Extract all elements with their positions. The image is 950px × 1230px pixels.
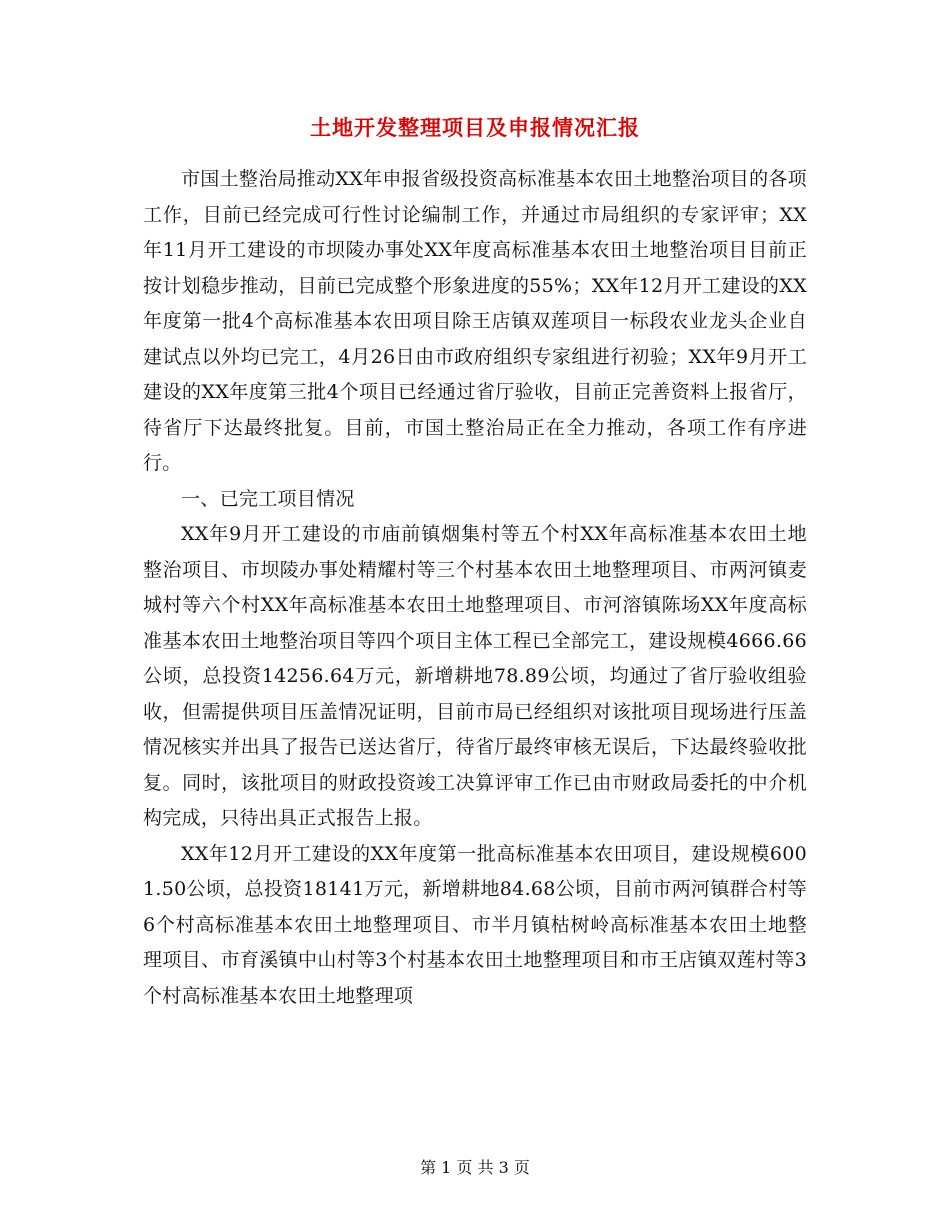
page-footer	[0, 1155, 950, 1178]
paragraph-completed-projects: XX年9月开工建设的市庙前镇烟集村等五个村XX年高标准基本农田土地整治项目、市坝陵办事处精耀村等三个村基本农田土地整理项目、市两河镇麦城村等六个村XX年高标准基本农田土地整理项目、市河溶镇陈场XX年度高标准基本农田土地整治项目等四个项目主体工程已全部完工，建设规模4666.66公顷，总投资14256.64万元，新增耕地78.89公顷，均通过了省厅验收组验收，但需提供项目压盖情况证明，目前市局已经组织对该批项目现场进行压盖情况核实并出具了报告已送达省厅，待省厅最终审核无误后，下达最终验收批复。同时，该批项目的财政投资竣工决算评审工作已由市财政局委托的中介机构完成，只待出具正式报告上报。	[143, 523, 807, 829]
document-title: 土地开发整理项目及申报情况汇报	[310, 116, 640, 140]
document-body	[143, 162, 807, 1014]
section-heading-completed-projects: 一、已完工项目情况	[181, 487, 355, 510]
paragraph-intro: 市国土整治局推动XX年申报省级投资高标准基本农田土地整治项目的各项工作，目前已经完成可行性讨论编制工作，并通过市局组织的专家评审；XX年11月开工建设的市坝陵办事处XX年度高标准基本农田土地整治项目目前正按计划稳步推动，目前已完成整个形象进度的55%；XX年12月开工建设的XX年度第一批4个高标准基本农田项目除王店镇双莲项目一标段农业龙头企业自建试点以外均已完工，4月26日由市政府组织专家组进行初验；XX年9月开工建设的XX年度第三批4个项目已经通过省厅验收，目前正完善资料上报省厅，待省厅下达最终批复。目前，市国土整治局正在全力推动，各项工作有序进行。	[143, 168, 807, 474]
page-number-label: 第 1 页 共 3 页	[420, 1158, 530, 1177]
paragraph-first-batch-projects: XX年12月开工建设的XX年度第一批高标准基本农田项目，建设规模6001.50公顷，总投资18141万元，新增耕地84.68公顷，目前市两河镇群合村等6个村高标准基本农田土地整理项目、市半月镇枯树岭高标准基本农田土地整理项目、市育溪镇中山村等3个村基本农田土地整理项目和市王店镇双莲村等3个村高标准基本农田土地整理项	[143, 842, 807, 1007]
